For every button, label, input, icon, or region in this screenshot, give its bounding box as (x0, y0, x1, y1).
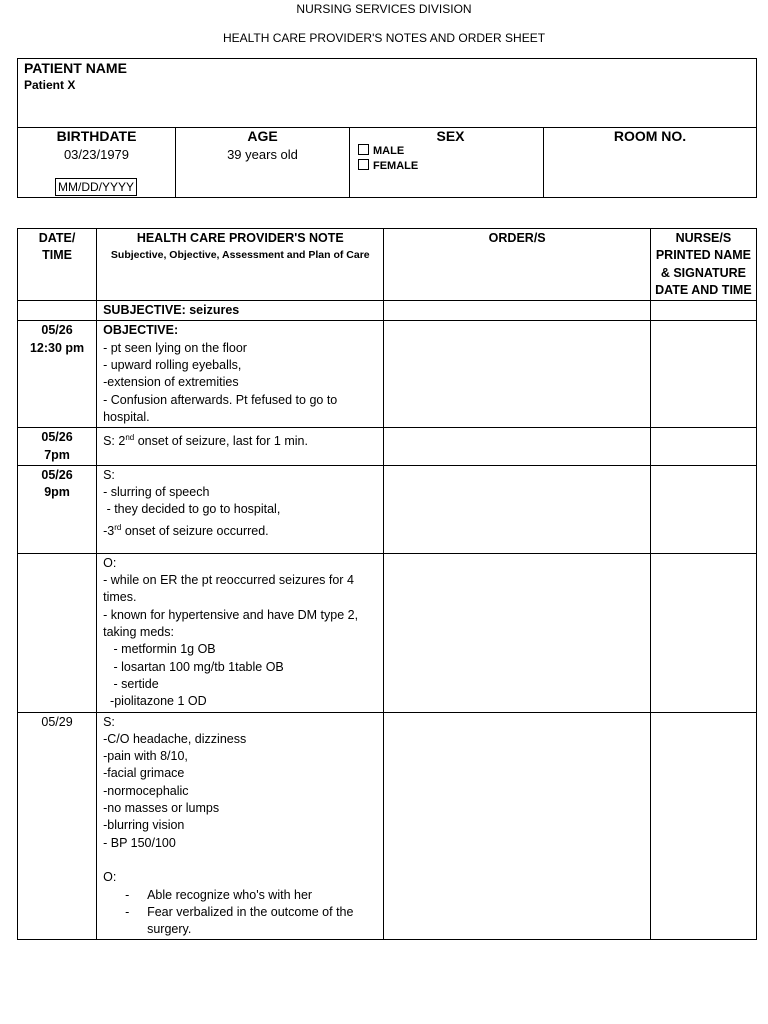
list-item: - Able recognize who's with her (125, 887, 313, 902)
row-note: S: - slurring of speech - they decided to go to hospital, -3rd onset of seizure occurred. (97, 465, 384, 553)
patient-name-label: PATIENT NAME (24, 60, 127, 76)
row-datetime (18, 301, 97, 321)
birthdate-cell (17, 127, 176, 198)
row-nurse (650, 428, 756, 466)
row-note: S: -C/O headache, dizziness -pain with 8/10, -facial grimace -normocephalic -no masses or lumps -blurring vision - BP 150/100 O: - Able recognize who's with her - Fear verbalized in the outcome of the surgery. (97, 712, 384, 940)
division-title: NURSING SERVICES DIVISION (296, 2, 472, 16)
table-row (18, 465, 757, 553)
row-nurse (650, 553, 756, 712)
table-row (18, 712, 757, 940)
age-label: AGE (247, 128, 278, 144)
row-note: S: 2nd onset of seizure, last for 1 min. (97, 428, 384, 466)
birthdate-label: BIRTHDATE (56, 128, 137, 144)
patient-name-box (17, 58, 757, 128)
table-row (18, 321, 757, 428)
sex-option-female[interactable]: FEMALE (358, 159, 543, 174)
sex-option-male[interactable]: MALE (358, 144, 543, 159)
sex-label: SEX (436, 128, 465, 144)
notes-table (17, 228, 757, 940)
row-datetime: 05/26 12:30 pm (18, 321, 97, 428)
age-cell (175, 127, 350, 198)
row-datetime: 05/29 (18, 712, 97, 940)
table-header-row (18, 229, 757, 301)
col-orders-header: ORDER/S (384, 229, 650, 301)
row-datetime: 05/26 9pm (18, 465, 97, 553)
table-row (18, 301, 757, 321)
table-row (18, 428, 757, 466)
row-orders (384, 465, 650, 553)
patient-name: Patient X (24, 78, 76, 92)
row-datetime: 05/26 7pm (18, 428, 97, 466)
row-note: O: - while on ER the pt reoccurred seizures for 4 times. - known for hypertensive and have DM type 2, taking meds: - metformin 1g OB - losartan 100 mg/tb 1table OB - sertide -piolitazone 1 OD (97, 553, 384, 712)
row-note: SUBJECTIVE: seizures (97, 301, 384, 321)
room-label: ROOM NO. (613, 128, 687, 144)
row-nurse (650, 301, 756, 321)
row-nurse (650, 712, 756, 940)
age-value: 39 years old (227, 147, 298, 162)
birthdate-value: 03/23/1979 (63, 147, 130, 162)
table-row (18, 553, 757, 712)
row-datetime (18, 553, 97, 712)
checkbox-icon[interactable] (358, 159, 369, 170)
row-orders (384, 301, 650, 321)
room-cell (543, 127, 757, 198)
col-note-header: HEALTH CARE PROVIDER'S NOTE Subjective, Objective, Assessment and Plan of Care (97, 229, 384, 301)
list-item: - Fear verbalized in the outcome of the surgery. (125, 904, 357, 937)
checkbox-icon[interactable] (358, 144, 369, 155)
row-nurse (650, 465, 756, 553)
col-nurse-header: NURSE/S PRINTED NAME & SIGNATURE DATE AND TIME (650, 229, 756, 301)
row-orders (384, 553, 650, 712)
row-nurse (650, 321, 756, 428)
sheet-title: HEALTH CARE PROVIDER'S NOTES AND ORDER SHEET (222, 31, 546, 45)
sex-cell (349, 127, 544, 198)
birthdate-format: MM/DD/YYYY (55, 178, 137, 196)
row-note: OBJECTIVE: - pt seen lying on the floor - upward rolling eyeballs, -extension of extremities - Confusion afterwards. Pt fefused to go to hospital. (97, 321, 384, 428)
row-orders (384, 428, 650, 466)
col-datetime-header: DATE/ TIME (18, 229, 97, 301)
row-orders (384, 712, 650, 940)
row-orders (384, 321, 650, 428)
